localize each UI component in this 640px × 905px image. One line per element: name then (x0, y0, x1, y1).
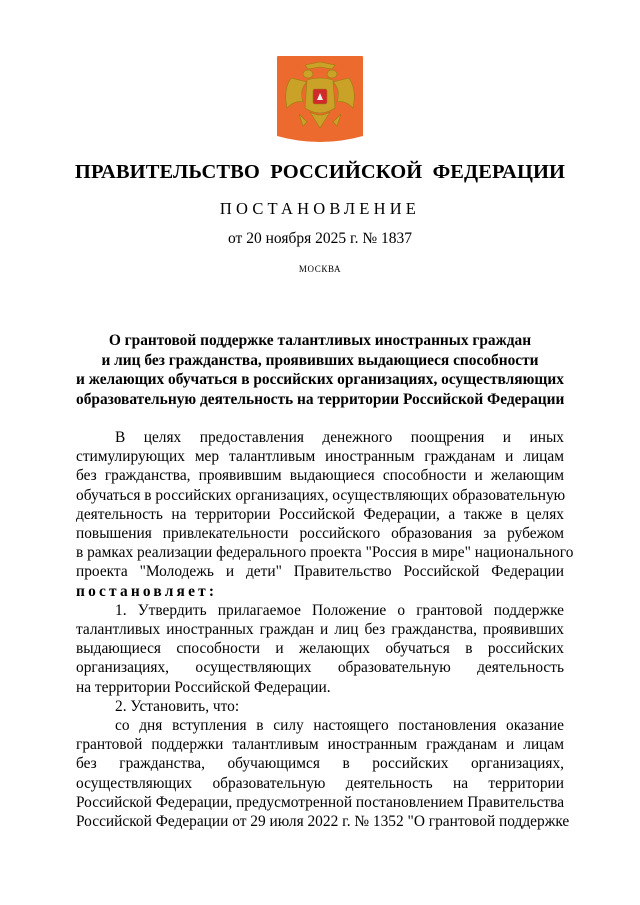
government-name: ПРАВИТЕЛЬСТВО РОССИЙСКОЙ ФЕДЕРАЦИИ (74, 161, 566, 183)
preamble-line: в рамках реализации федерального проекта "Россия в мире" национального (76, 544, 574, 562)
document-title (76, 331, 564, 409)
title-line: образовательную деятельность на территории Российской Федерации (76, 390, 565, 408)
preamble-line: обучаться в российских организациях, осуществляющих образовательную (76, 486, 566, 504)
document-body (76, 428, 574, 831)
document-city: МОСКВА (298, 264, 342, 274)
item2-line: грантовой поддержки талантливым иностранным гражданам и лицам (76, 736, 564, 754)
item2-heading: 2. Установить, что: (115, 697, 240, 715)
preamble-line: В целях предоставления денежного поощрения и иных (115, 429, 564, 446)
title-line: и желающих обучаться в российских организациях, осуществляющих (76, 371, 564, 388)
item1-line: талантливых иностранных граждан и лиц без гражданства, проявивших (76, 621, 564, 639)
preamble-line: повышения привлекательности российского образования за рубежом (76, 525, 564, 543)
item1-line: выдающиеся способности и желающих обучаться в российских (76, 640, 564, 658)
item2-line: Российской Федерации от 29 июля 2022 г. № 1352 "О грантовой поддержке (76, 813, 570, 831)
item2-line: осуществляющих образовательную деятельность на территории (76, 774, 564, 792)
item2-line: Российской Федерации, предусмотренной постановлением Правительства (76, 793, 565, 811)
title-line: и лиц без гражданства, проявивших выдающиеся способности (101, 351, 539, 369)
document-type: ПОСТАНОВЛЕНИЕ (219, 199, 421, 218)
document-date-number: от 20 ноября 2025 г. № 1837 (228, 230, 412, 247)
title-line: О грантовой поддержке талантливых иностранных граждан (108, 332, 532, 349)
item2-line: без гражданства, обучающимся в российских организациях, (76, 755, 564, 773)
preamble-line: деятельность на территории Российской Федерации, а также в целях (76, 505, 564, 523)
preamble-line: проекта "Молодежь и дети" Правительство Российской Федерации (76, 563, 564, 581)
decree-word: постановляет: (76, 582, 218, 600)
item1-line: организациях, осуществляющих образовательную деятельность (76, 659, 564, 677)
preamble-line: без гражданства, проявившим выдающиеся способности и желающим (76, 467, 564, 485)
emblem-shield-bottom (277, 134, 363, 142)
preamble-line: стимулирующих мер талантливым иностранным гражданам и лицам (76, 448, 564, 466)
item1-line: на территории Российской Федерации. (76, 678, 331, 696)
item1-line: 1. Утвердить прилагаемое Положение о грантовой поддержке (115, 601, 564, 619)
coat-of-arms-emblem (277, 56, 363, 142)
item2-line: со дня вступления в силу настоящего постановления оказание (115, 717, 564, 735)
